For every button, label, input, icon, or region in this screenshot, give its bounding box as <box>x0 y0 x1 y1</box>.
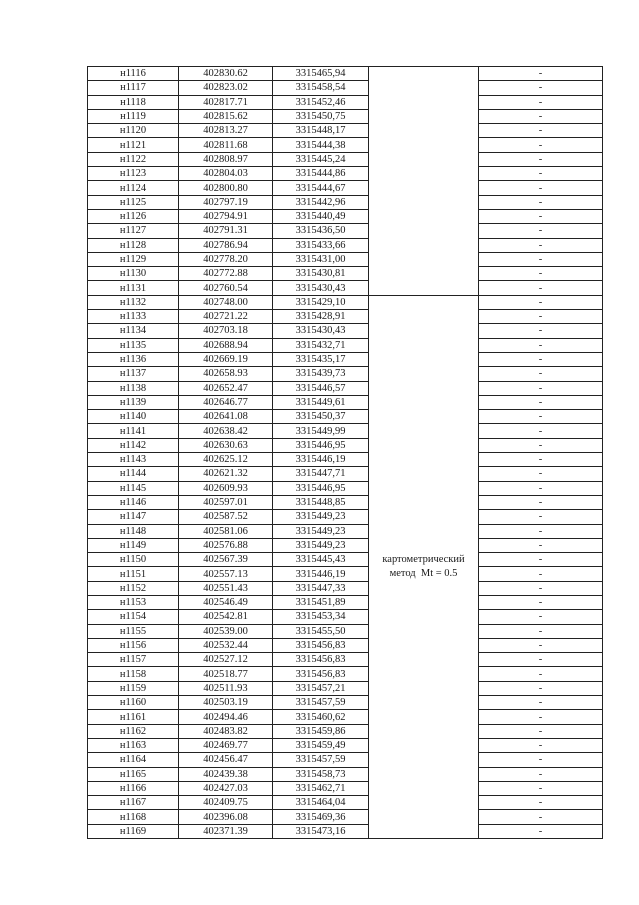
point-number: н1129 <box>88 252 179 266</box>
method-cell-empty <box>369 195 479 209</box>
description-cell: - <box>479 710 603 724</box>
table-row <box>88 595 603 609</box>
table-row <box>88 753 603 767</box>
x-coordinate: 402483.82 <box>179 724 273 738</box>
table-row <box>88 295 603 309</box>
y-coordinate: 3315431,00 <box>273 252 369 266</box>
table-row <box>88 195 603 209</box>
x-coordinate: 402371.39 <box>179 824 273 838</box>
method-cell-empty <box>369 167 479 181</box>
description-cell: - <box>479 610 603 624</box>
y-coordinate: 3315430,43 <box>273 281 369 295</box>
point-number: н1135 <box>88 338 179 352</box>
table-row <box>88 638 603 652</box>
table-row <box>88 667 603 681</box>
y-coordinate: 3315442,96 <box>273 195 369 209</box>
y-coordinate: 3315445,24 <box>273 152 369 166</box>
method-cell-empty <box>369 267 479 281</box>
description-cell: - <box>479 224 603 238</box>
description-cell: - <box>479 510 603 524</box>
table-row <box>88 410 603 424</box>
point-number: н1122 <box>88 152 179 166</box>
method-accuracy: метод Mt = 0.5 <box>389 567 458 579</box>
y-coordinate: 3315456,83 <box>273 653 369 667</box>
description-cell: - <box>479 538 603 552</box>
table-row <box>88 381 603 395</box>
table-row <box>88 67 603 81</box>
point-number: н1133 <box>88 310 179 324</box>
method-cell-empty <box>369 138 479 152</box>
x-coordinate: 402794.91 <box>179 209 273 223</box>
x-coordinate: 402551.43 <box>179 581 273 595</box>
x-coordinate: 402800.80 <box>179 181 273 195</box>
method-cell-empty <box>369 181 479 195</box>
x-coordinate: 402786.94 <box>179 238 273 252</box>
table-row <box>88 310 603 324</box>
description-cell: - <box>479 624 603 638</box>
y-coordinate: 3315435,17 <box>273 352 369 366</box>
table-row <box>88 224 603 238</box>
point-number: н1147 <box>88 510 179 524</box>
table-row <box>88 424 603 438</box>
y-coordinate: 3315449,23 <box>273 510 369 524</box>
y-coordinate: 3315430,81 <box>273 267 369 281</box>
point-number: н1124 <box>88 181 179 195</box>
x-coordinate: 402813.27 <box>179 124 273 138</box>
table-row <box>88 567 603 581</box>
x-coordinate: 402456.47 <box>179 753 273 767</box>
point-number: н1167 <box>88 796 179 810</box>
x-coordinate: 402597.01 <box>179 495 273 509</box>
y-coordinate: 3315469,36 <box>273 810 369 824</box>
table-row <box>88 167 603 181</box>
y-coordinate: 3315448,17 <box>273 124 369 138</box>
y-coordinate: 3315439,73 <box>273 367 369 381</box>
x-coordinate: 402439.38 <box>179 767 273 781</box>
y-coordinate: 3315459,86 <box>273 724 369 738</box>
point-number: н1140 <box>88 410 179 424</box>
point-number: н1149 <box>88 538 179 552</box>
x-coordinate: 402830.62 <box>179 67 273 81</box>
y-coordinate: 3315473,16 <box>273 824 369 838</box>
y-coordinate: 3315449,23 <box>273 538 369 552</box>
y-coordinate: 3315451,89 <box>273 595 369 609</box>
table-row <box>88 453 603 467</box>
point-number: н1125 <box>88 195 179 209</box>
description-cell: - <box>479 167 603 181</box>
point-number: н1153 <box>88 595 179 609</box>
description-cell: - <box>479 338 603 352</box>
point-number: н1154 <box>88 610 179 624</box>
x-coordinate: 402494.46 <box>179 710 273 724</box>
description-cell: - <box>479 395 603 409</box>
y-coordinate: 3315444,86 <box>273 167 369 181</box>
y-coordinate: 3315446,19 <box>273 567 369 581</box>
description-cell: - <box>479 138 603 152</box>
point-number: н1126 <box>88 209 179 223</box>
table-row <box>88 252 603 266</box>
point-number: н1156 <box>88 638 179 652</box>
point-number: н1131 <box>88 281 179 295</box>
table-row <box>88 624 603 638</box>
description-cell: - <box>479 424 603 438</box>
description-cell: - <box>479 667 603 681</box>
table-row <box>88 109 603 123</box>
method-cell-empty <box>369 81 479 95</box>
x-coordinate: 402721.22 <box>179 310 273 324</box>
table-row <box>88 281 603 295</box>
y-coordinate: 3315450,75 <box>273 109 369 123</box>
description-cell: - <box>479 81 603 95</box>
table-row <box>88 367 603 381</box>
y-coordinate: 3315446,95 <box>273 438 369 452</box>
table-row <box>88 438 603 452</box>
x-coordinate: 402688.94 <box>179 338 273 352</box>
x-coordinate: 402396.08 <box>179 810 273 824</box>
y-coordinate: 3315457,59 <box>273 753 369 767</box>
y-coordinate: 3315433,66 <box>273 238 369 252</box>
description-cell: - <box>479 181 603 195</box>
point-number: н1137 <box>88 367 179 381</box>
method-cell-empty <box>369 95 479 109</box>
x-coordinate: 402815.62 <box>179 109 273 123</box>
y-coordinate: 3315449,23 <box>273 524 369 538</box>
x-coordinate: 402797.19 <box>179 195 273 209</box>
y-coordinate: 3315457,59 <box>273 696 369 710</box>
x-coordinate: 402772.88 <box>179 267 273 281</box>
point-number: н1161 <box>88 710 179 724</box>
table-row <box>88 653 603 667</box>
point-number: н1148 <box>88 524 179 538</box>
description-cell: - <box>479 696 603 710</box>
x-coordinate: 402811.68 <box>179 138 273 152</box>
table-row <box>88 810 603 824</box>
table-row <box>88 710 603 724</box>
x-coordinate: 402469.77 <box>179 738 273 752</box>
x-coordinate: 402748.00 <box>179 295 273 309</box>
x-coordinate: 402823.02 <box>179 81 273 95</box>
description-cell: - <box>479 810 603 824</box>
point-number: н1159 <box>88 681 179 695</box>
table-row <box>88 767 603 781</box>
point-number: н1127 <box>88 224 179 238</box>
point-number: н1146 <box>88 495 179 509</box>
x-coordinate: 402539.00 <box>179 624 273 638</box>
point-number: н1166 <box>88 781 179 795</box>
description-cell: - <box>479 281 603 295</box>
x-coordinate: 402587.52 <box>179 510 273 524</box>
table-row <box>88 481 603 495</box>
x-coordinate: 402503.19 <box>179 696 273 710</box>
description-cell: - <box>479 581 603 595</box>
description-cell: - <box>479 252 603 266</box>
x-coordinate: 402641.08 <box>179 410 273 424</box>
table-row <box>88 495 603 509</box>
y-coordinate: 3315446,57 <box>273 381 369 395</box>
x-coordinate: 402581.06 <box>179 524 273 538</box>
y-coordinate: 3315444,38 <box>273 138 369 152</box>
x-coordinate: 402817.71 <box>179 95 273 109</box>
y-coordinate: 3315458,73 <box>273 767 369 781</box>
description-cell: - <box>479 738 603 752</box>
table-row <box>88 467 603 481</box>
point-number: н1142 <box>88 438 179 452</box>
point-number: н1144 <box>88 467 179 481</box>
y-coordinate: 3315447,33 <box>273 581 369 595</box>
x-coordinate: 402542.81 <box>179 610 273 624</box>
x-coordinate: 402609.93 <box>179 481 273 495</box>
description-cell: - <box>479 67 603 81</box>
table-row <box>88 124 603 138</box>
y-coordinate: 3315436,50 <box>273 224 369 238</box>
y-coordinate: 3315458,54 <box>273 81 369 95</box>
description-cell: - <box>479 209 603 223</box>
point-number: н1123 <box>88 167 179 181</box>
y-coordinate: 3315453,34 <box>273 610 369 624</box>
description-cell: - <box>479 524 603 538</box>
method-cell-empty <box>369 124 479 138</box>
y-coordinate: 3315446,95 <box>273 481 369 495</box>
point-number: н1143 <box>88 453 179 467</box>
table-row <box>88 324 603 338</box>
description-cell: - <box>479 152 603 166</box>
description-cell: - <box>479 438 603 452</box>
y-coordinate: 3315429,10 <box>273 295 369 309</box>
method-cell-empty <box>369 281 479 295</box>
table-row <box>88 81 603 95</box>
x-coordinate: 402527.12 <box>179 653 273 667</box>
y-coordinate: 3315464,04 <box>273 796 369 810</box>
table-row <box>88 524 603 538</box>
point-number: н1141 <box>88 424 179 438</box>
point-number: н1116 <box>88 67 179 81</box>
x-coordinate: 402625.12 <box>179 453 273 467</box>
point-number: н1150 <box>88 553 179 567</box>
point-number: н1130 <box>88 267 179 281</box>
x-coordinate: 402669.19 <box>179 352 273 366</box>
y-coordinate: 3315449,61 <box>273 395 369 409</box>
x-coordinate: 402518.77 <box>179 667 273 681</box>
table-row <box>88 209 603 223</box>
description-cell: - <box>479 95 603 109</box>
x-coordinate: 402409.75 <box>179 796 273 810</box>
table-row <box>88 138 603 152</box>
x-coordinate: 402557.13 <box>179 567 273 581</box>
x-coordinate: 402791.31 <box>179 224 273 238</box>
y-coordinate: 3315456,83 <box>273 638 369 652</box>
y-coordinate: 3315430,43 <box>273 324 369 338</box>
description-cell: - <box>479 467 603 481</box>
table-row <box>88 681 603 695</box>
x-coordinate: 402630.63 <box>179 438 273 452</box>
description-cell: - <box>479 781 603 795</box>
x-coordinate: 402567.39 <box>179 553 273 567</box>
point-number: н1136 <box>88 352 179 366</box>
description-cell: - <box>479 410 603 424</box>
point-number: н1155 <box>88 624 179 638</box>
method-name: картометрический <box>382 553 465 565</box>
x-coordinate: 402658.93 <box>179 367 273 381</box>
method-cell-empty <box>369 238 479 252</box>
table-row <box>88 181 603 195</box>
table-row <box>88 267 603 281</box>
table-row <box>88 581 603 595</box>
x-coordinate: 402760.54 <box>179 281 273 295</box>
point-number: н1163 <box>88 738 179 752</box>
y-coordinate: 3315450,37 <box>273 410 369 424</box>
point-number: н1120 <box>88 124 179 138</box>
point-number: н1152 <box>88 581 179 595</box>
table-row <box>88 510 603 524</box>
x-coordinate: 402646.77 <box>179 395 273 409</box>
point-number: н1134 <box>88 324 179 338</box>
table-row <box>88 781 603 795</box>
description-cell: - <box>479 238 603 252</box>
y-coordinate: 3315448,85 <box>273 495 369 509</box>
description-cell: - <box>479 453 603 467</box>
description-cell: - <box>479 638 603 652</box>
point-number: н1162 <box>88 724 179 738</box>
point-number: н1139 <box>88 395 179 409</box>
table-row <box>88 796 603 810</box>
coordinates-table-body <box>88 67 603 839</box>
point-number: н1165 <box>88 767 179 781</box>
x-coordinate: 402808.97 <box>179 152 273 166</box>
description-cell: - <box>479 724 603 738</box>
description-cell: - <box>479 352 603 366</box>
point-number: н1157 <box>88 653 179 667</box>
method-cell-empty <box>369 67 479 81</box>
point-number: н1128 <box>88 238 179 252</box>
description-cell: - <box>479 481 603 495</box>
point-number: н1121 <box>88 138 179 152</box>
table-row <box>88 610 603 624</box>
y-coordinate: 3315457,21 <box>273 681 369 695</box>
description-cell: - <box>479 109 603 123</box>
table-row <box>88 395 603 409</box>
x-coordinate: 402778.20 <box>179 252 273 266</box>
table-row <box>88 724 603 738</box>
point-number: н1118 <box>88 95 179 109</box>
x-coordinate: 402804.03 <box>179 167 273 181</box>
y-coordinate: 3315460,62 <box>273 710 369 724</box>
description-cell: - <box>479 653 603 667</box>
x-coordinate: 402703.18 <box>179 324 273 338</box>
description-cell: - <box>479 796 603 810</box>
description-cell: - <box>479 495 603 509</box>
description-cell: - <box>479 367 603 381</box>
description-cell: - <box>479 381 603 395</box>
x-coordinate: 402621.32 <box>179 467 273 481</box>
description-cell: - <box>479 595 603 609</box>
table-row <box>88 352 603 366</box>
table-row <box>88 538 603 552</box>
table-row <box>88 738 603 752</box>
description-cell: - <box>479 824 603 838</box>
y-coordinate: 3315440,49 <box>273 209 369 223</box>
y-coordinate: 3315446,19 <box>273 453 369 467</box>
point-number: н1145 <box>88 481 179 495</box>
y-coordinate: 3315432,71 <box>273 338 369 352</box>
table-row <box>88 696 603 710</box>
y-coordinate: 3315428,91 <box>273 310 369 324</box>
point-number: н1168 <box>88 810 179 824</box>
point-number: н1164 <box>88 753 179 767</box>
description-cell: - <box>479 310 603 324</box>
y-coordinate: 3315449,99 <box>273 424 369 438</box>
description-cell: - <box>479 295 603 309</box>
y-coordinate: 3315462,71 <box>273 781 369 795</box>
y-coordinate: 3315445,43 <box>273 553 369 567</box>
point-number: н1158 <box>88 667 179 681</box>
x-coordinate: 402427.03 <box>179 781 273 795</box>
x-coordinate: 402576.88 <box>179 538 273 552</box>
x-coordinate: 402532.44 <box>179 638 273 652</box>
point-number: н1117 <box>88 81 179 95</box>
point-number: н1132 <box>88 295 179 309</box>
x-coordinate: 402511.93 <box>179 681 273 695</box>
description-cell: - <box>479 567 603 581</box>
x-coordinate: 402546.49 <box>179 595 273 609</box>
point-number: н1160 <box>88 696 179 710</box>
method-cell-empty <box>369 224 479 238</box>
description-cell: - <box>479 767 603 781</box>
x-coordinate: 402638.42 <box>179 424 273 438</box>
point-number: н1169 <box>88 824 179 838</box>
method-cell <box>369 295 479 838</box>
coordinates-table <box>87 66 603 839</box>
y-coordinate: 3315455,50 <box>273 624 369 638</box>
description-cell: - <box>479 267 603 281</box>
table-row <box>88 95 603 109</box>
description-cell: - <box>479 681 603 695</box>
y-coordinate: 3315459,49 <box>273 738 369 752</box>
point-number: н1119 <box>88 109 179 123</box>
description-cell: - <box>479 124 603 138</box>
table-row <box>88 824 603 838</box>
method-cell-empty <box>369 209 479 223</box>
y-coordinate: 3315452,46 <box>273 95 369 109</box>
method-cell-empty <box>369 152 479 166</box>
table-row <box>88 238 603 252</box>
point-number: н1151 <box>88 567 179 581</box>
y-coordinate: 3315465,94 <box>273 67 369 81</box>
method-cell-empty <box>369 252 479 266</box>
y-coordinate: 3315444,67 <box>273 181 369 195</box>
method-cell-empty <box>369 109 479 123</box>
description-cell: - <box>479 753 603 767</box>
point-number: н1138 <box>88 381 179 395</box>
x-coordinate: 402652.47 <box>179 381 273 395</box>
table-row <box>88 338 603 352</box>
y-coordinate: 3315447,71 <box>273 467 369 481</box>
table-row <box>88 152 603 166</box>
description-cell: - <box>479 553 603 567</box>
description-cell: - <box>479 195 603 209</box>
table-row <box>88 553 603 567</box>
y-coordinate: 3315456,83 <box>273 667 369 681</box>
description-cell: - <box>479 324 603 338</box>
